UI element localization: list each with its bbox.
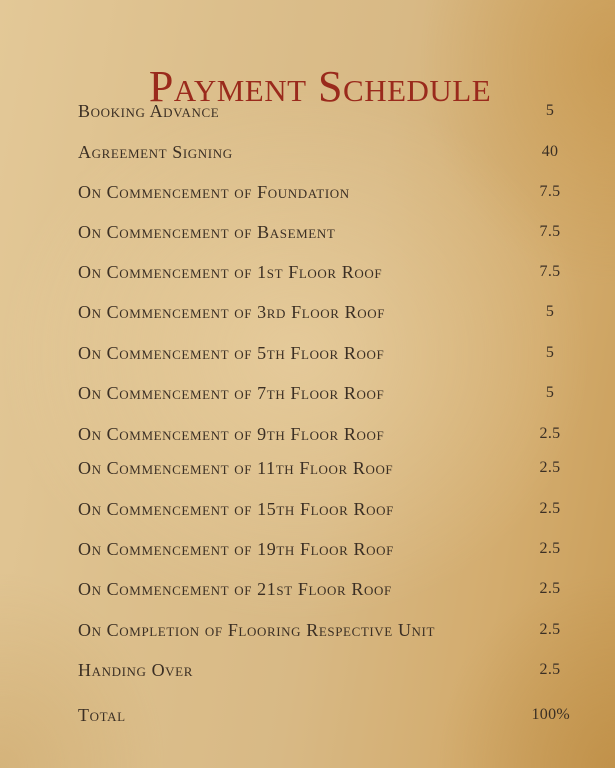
row-label: On Commencement of 1st Floor Roof (78, 261, 383, 282)
row-value: 40 (541, 143, 559, 160)
row-label: On Commencement of 19th Floor Roof (78, 538, 394, 559)
row-value: 7.5 (539, 223, 561, 240)
total-label: Total (78, 704, 126, 725)
schedule-row (78, 341, 570, 365)
row-label: Agreement Signing (78, 141, 233, 162)
row-value: 2.5 (539, 621, 561, 638)
schedule-row (78, 497, 570, 521)
total-row (78, 703, 570, 727)
row-label: Booking Advance (78, 100, 220, 121)
row-label: On Commencement of 7th Floor Roof (78, 382, 385, 403)
row-value: 2.5 (539, 661, 561, 678)
row-value: 5 (545, 344, 555, 361)
schedule-row (78, 99, 570, 123)
row-value: 2.5 (539, 459, 561, 476)
row-label: Handing Over (78, 659, 193, 680)
total-value: 100% (531, 706, 570, 723)
row-value: 7.5 (539, 263, 561, 280)
row-value: 2.5 (539, 540, 561, 557)
row-value: 2.5 (539, 580, 561, 597)
row-value: 5 (545, 384, 555, 401)
row-value: 2.5 (539, 425, 561, 442)
schedule-row (78, 381, 570, 405)
schedule-row (78, 658, 570, 682)
schedule-row (78, 537, 570, 561)
row-label: On Commencement of 21st Floor Roof (78, 578, 392, 599)
row-label: On Commencement of 11th Floor Roof (78, 457, 394, 478)
schedule-row (78, 180, 570, 204)
schedule-row (78, 456, 570, 480)
row-label: On Commencement of Basement (78, 221, 336, 242)
schedule-row (78, 577, 570, 601)
row-label: On Commencement of 9th Floor Roof (78, 423, 385, 444)
row-label: On Commencement of 5th Floor Roof (78, 342, 385, 363)
row-value: 7.5 (539, 183, 561, 200)
row-label: On Commencement of Foundation (78, 181, 350, 202)
row-value: 2.5 (539, 500, 561, 517)
row-value: 5 (545, 102, 555, 119)
schedule-row (78, 300, 570, 324)
schedule-row (78, 260, 570, 284)
page-title: Payment Schedule (148, 62, 492, 112)
schedule-row (78, 220, 570, 244)
row-label: On Completion of Flooring Respective Unit (78, 619, 435, 640)
schedule-row (78, 140, 570, 164)
row-label: On Commencement of 3rd Floor Roof (78, 301, 386, 322)
row-label: On Commencement of 15th Floor Roof (78, 498, 394, 519)
schedule-row (78, 618, 570, 642)
row-value: 5 (545, 303, 555, 320)
schedule-row (78, 422, 570, 446)
